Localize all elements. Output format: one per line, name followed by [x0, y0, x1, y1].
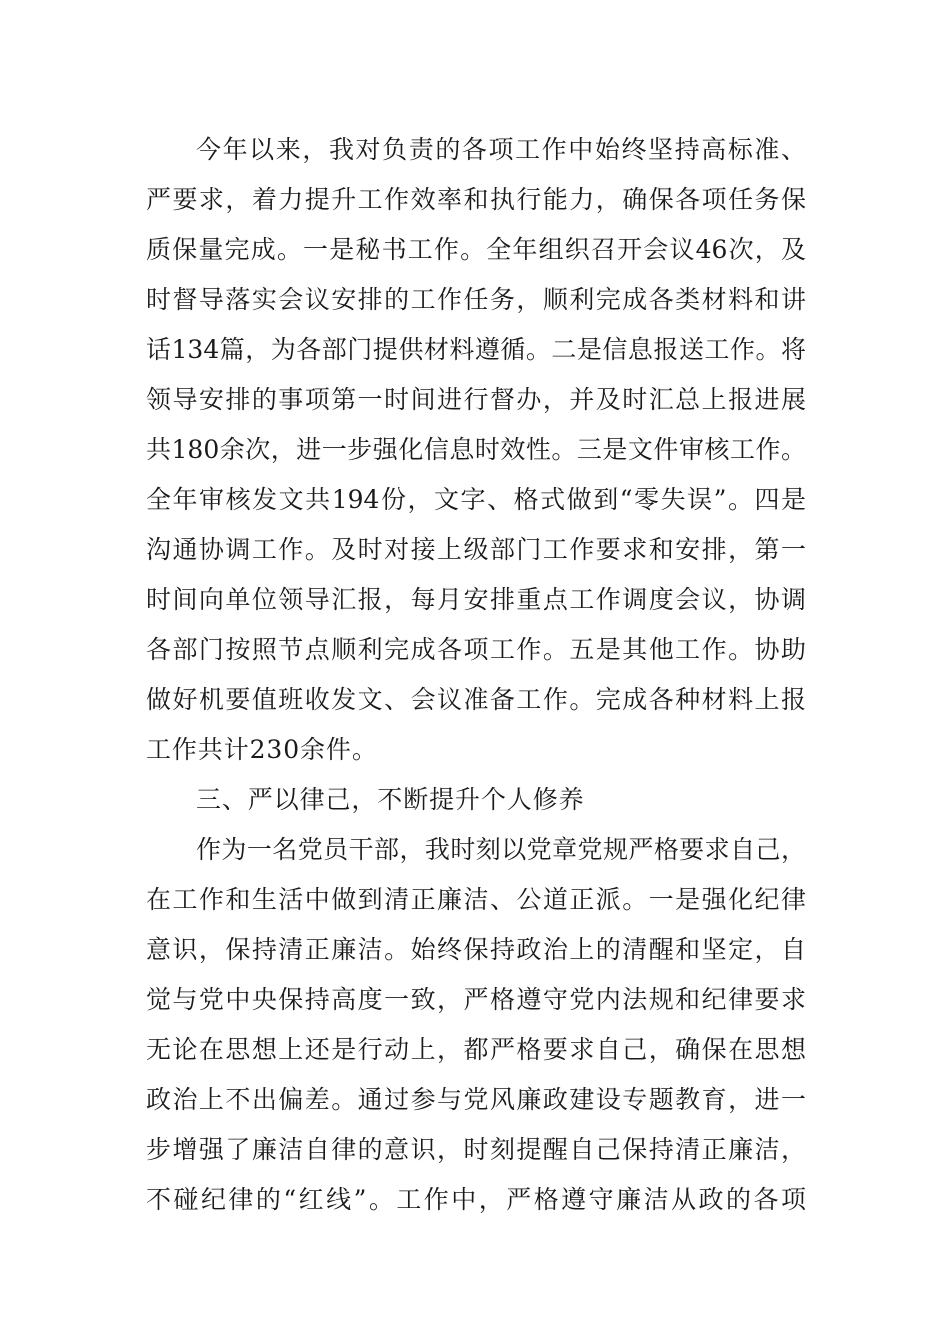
paragraph-line: 做好机要值班收发文、会议准备工作。完成各种材料上报: [146, 685, 806, 714]
paragraph-line: 无论在思想上还是行动上，都严格要求自己，确保在思想: [146, 1035, 806, 1064]
paragraph-line: 话134篇，为各部门提供材料遵循。二是信息报送工作。将: [146, 335, 806, 364]
section-heading: 三、严以律己，不断提升个人修养: [196, 785, 585, 814]
paragraph-line: 意识，保持清正廉洁。始终保持政治上的清醒和坚定，自: [146, 935, 806, 964]
paragraph-line: 工作共计230余件。: [146, 735, 378, 764]
paragraph-line: 时间向单位领导汇报，每月安排重点工作调度会议，协调: [146, 585, 806, 614]
paragraph-line: 严要求，着力提升工作效率和执行能力，确保各项任务保: [146, 185, 806, 214]
paragraph-line: 全年审核发文共194份，文字、格式做到“零失误”。四是: [146, 485, 806, 514]
paragraph-line: 时督导落实会议安排的工作任务，顺利完成各类材料和讲: [146, 285, 806, 314]
paragraph-line: 政治上不出偏差。通过参与党风廉政建设专题教育，进一: [146, 1085, 806, 1114]
paragraph-line: 今年以来，我对负责的各项工作中始终坚持高标准、: [196, 135, 806, 164]
paragraph-line: 不碰纪律的“红线”。工作中，严格遵守廉洁从政的各项: [146, 1185, 806, 1214]
paragraph-line: 领导安排的事项第一时间进行督办，并及时汇总上报进展: [146, 385, 806, 414]
paragraph-line: 沟通协调工作。及时对接上级部门工作要求和安排，第一: [146, 535, 806, 564]
paragraph-line: 觉与党中央保持高度一致，严格遵守党内法规和纪律要求: [146, 985, 806, 1014]
paragraph-line: 各部门按照节点顺利完成各项工作。五是其他工作。协助: [146, 635, 806, 664]
paragraph-line: 共180余次，进一步强化信息时效性。三是文件审核工作。: [146, 435, 806, 464]
paragraph-line: 质保量完成。一是秘书工作。全年组织召开会议46次，及: [146, 235, 806, 264]
paragraph-line: 在工作和生活中做到清正廉洁、公道正派。一是强化纪律: [146, 885, 806, 914]
paragraph-line: 步增强了廉洁自律的意识，时刻提醒自己保持清正廉洁，: [146, 1135, 806, 1164]
paragraph-line: 作为一名党员干部，我时刻以党章党规严格要求自己，: [196, 835, 806, 864]
